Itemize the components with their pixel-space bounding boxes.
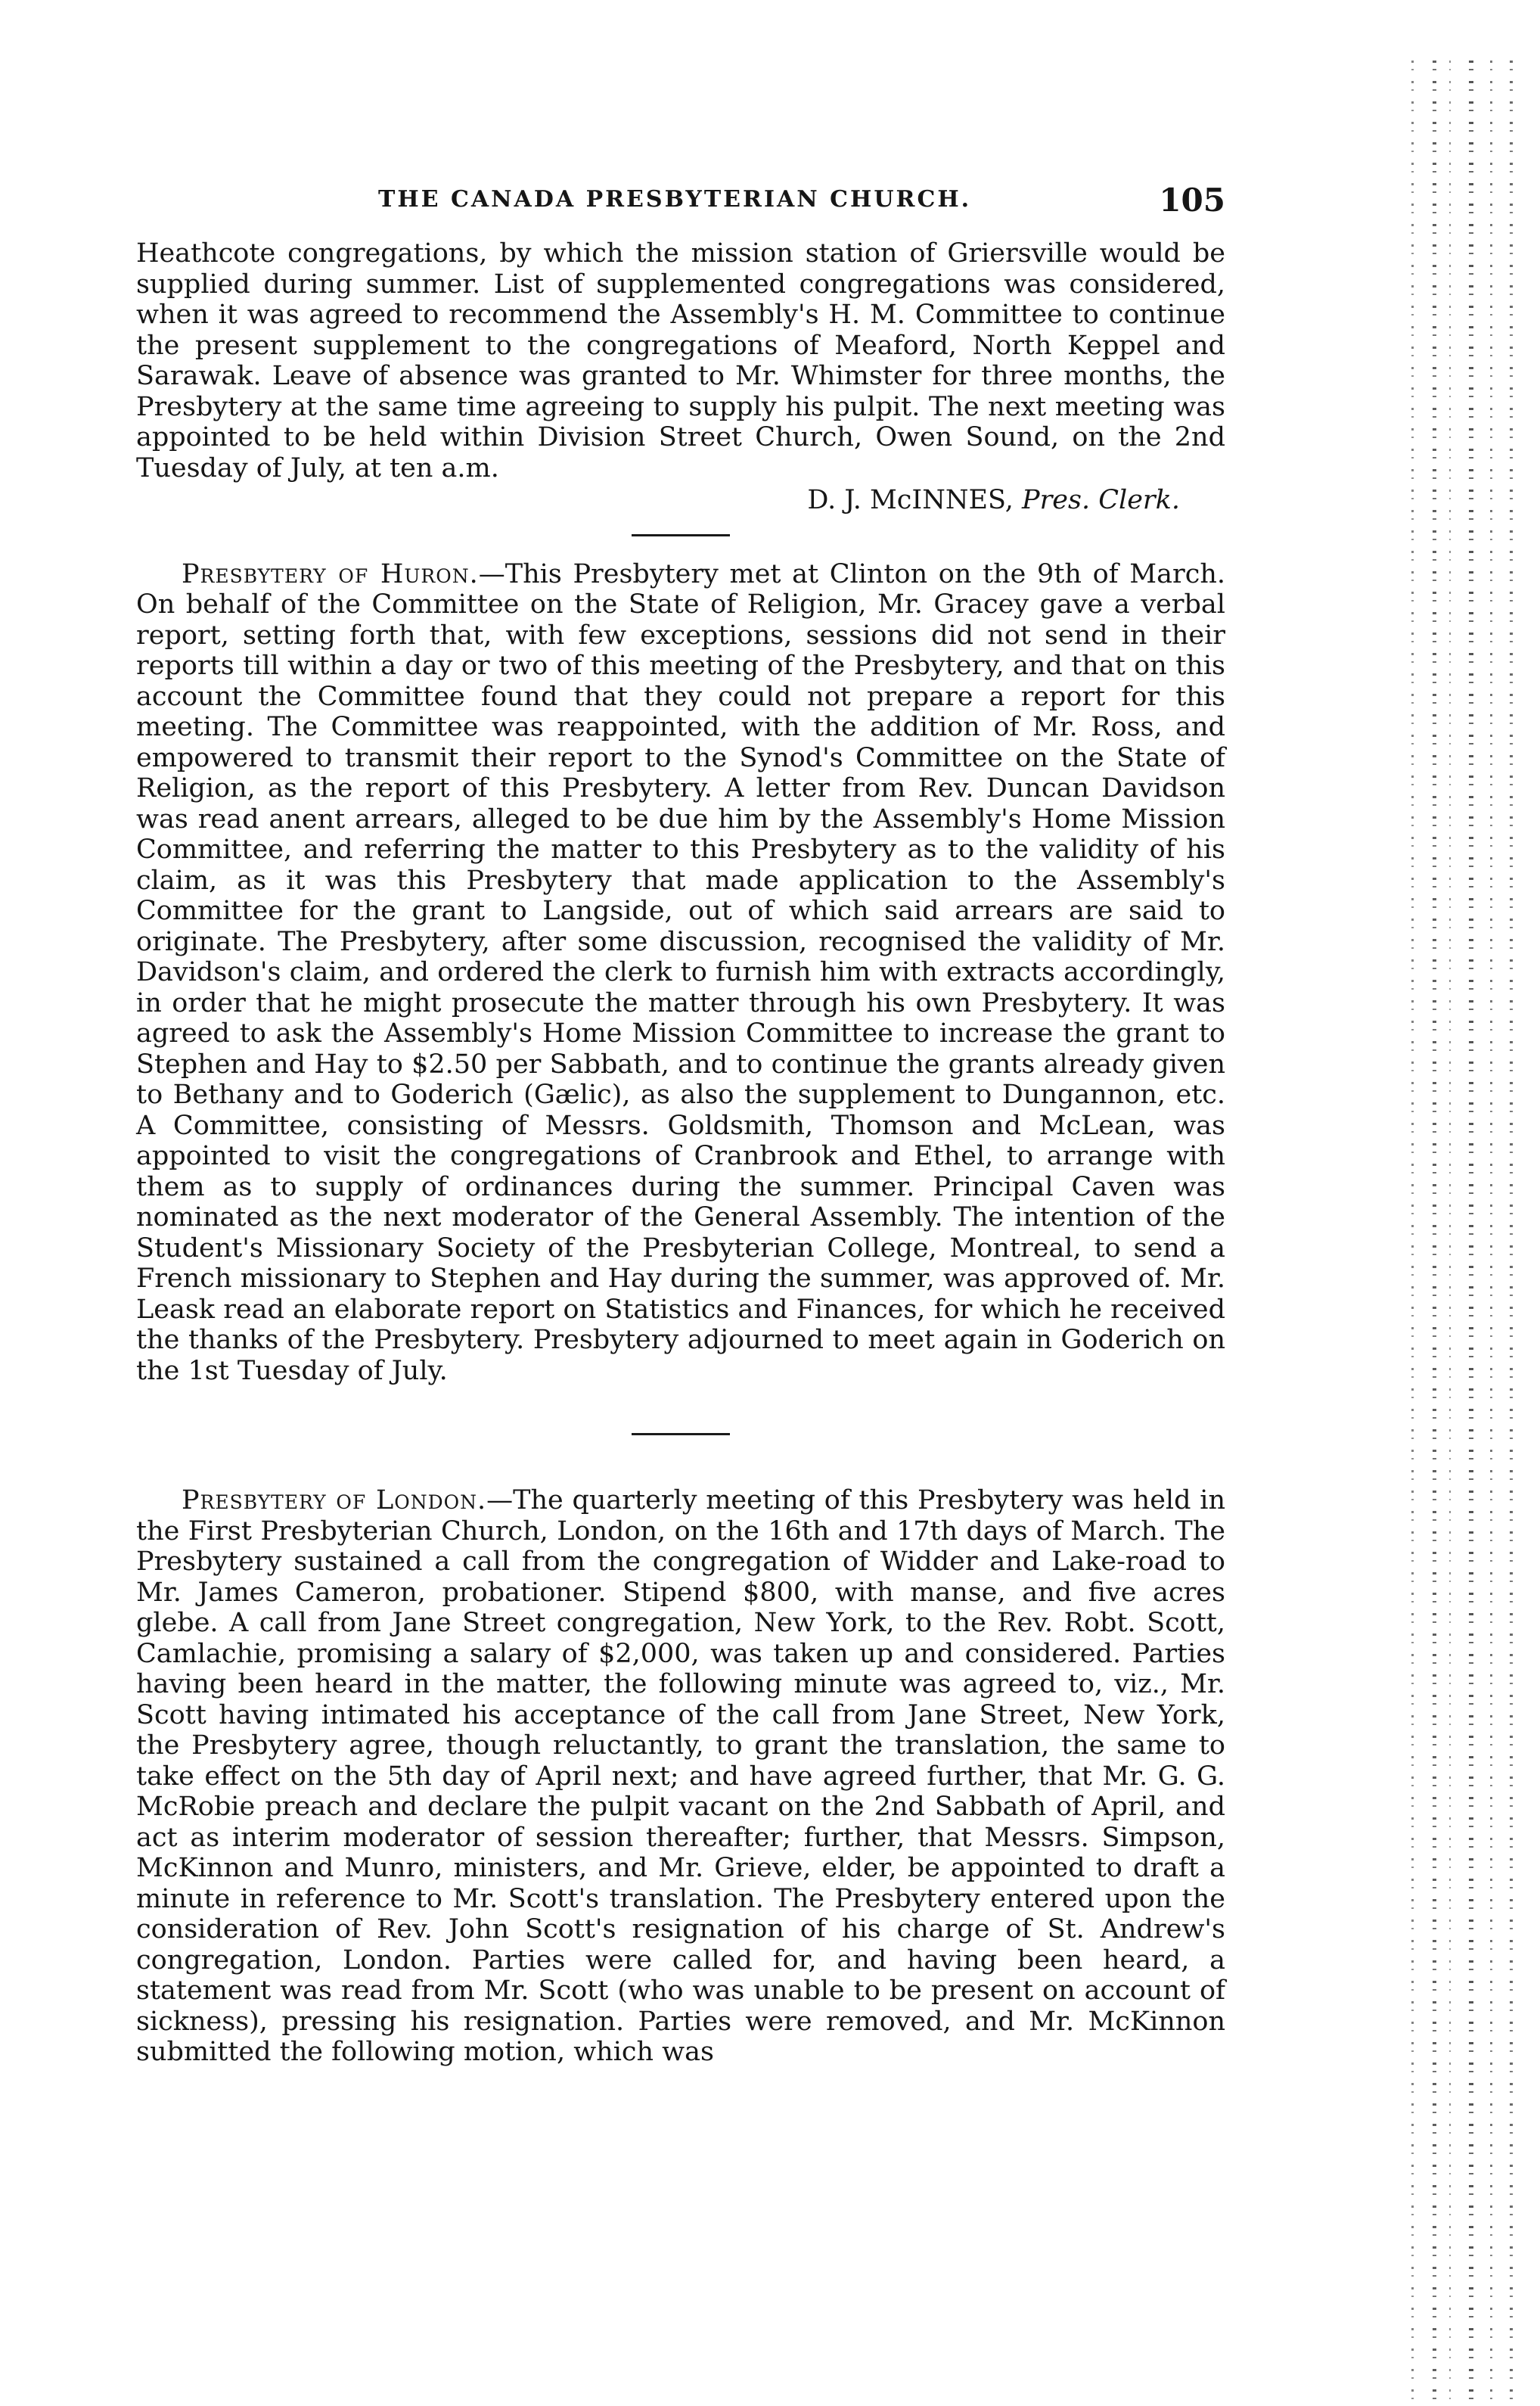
section-divider — [632, 1433, 730, 1435]
section-heading-huron: Presbytery of Huron. — [182, 558, 479, 589]
scan-margin-artifact — [1396, 61, 1540, 2406]
page-number: 105 — [1159, 182, 1225, 219]
london-text: —The quarterly meeting of this Presbytery was held in the First Presbyterian Church, London, on the 16th and 17th days of March. The Presbytery sustained a call from the congregation of Widder and Lake-road to Mr. James Cameron, probationer. Stipend $800, with manse, and five acres glebe. A call from Jane Street congregation, New York, to the Rev. Robt. Scott, Camlachie, promising a salary of $2,000, was taken up and considered. Parties having been heard in the matter, the following minute was agreed to, viz., Mr. Scott having intimated his acceptance of the call from Jane Street, New York, the Presbytery agree, though reluctantly, to grant the translation, the same to take effect on the 5th day of April next; and have agreed further, that Mr. G. G. McRobie preach and declare the pulpit vacant on the 2nd Sabbath of April, and act as interim moderator of session thereafter; further, that Messrs. Simpson, McKinnon and Munro, ministers, and Mr. Grieve, elder, be appointed to draft a minute in reference to Mr. Scott's translation. The Presbytery entered upon the consideration of Rev. John Scott's resignation of his charge of St. Andrew's congregation, London. Parties were called for, and having been heard, a statement was read from Mr. Scott (who was unable to be present on account of sickness), pressing his resignation. Parties were removed, and Mr. McKinnon submitted the following motion, which was — [136, 1485, 1225, 2067]
body-text — [136, 238, 1225, 2068]
paragraph-owen-sound-continuation: Heathcote congregations, by which the mission station of Griersville would be supplied during summer. List of supplemented congregations was considered, when it was agreed to recommend the Assembly's H. M. Committee to continue the present supplement to the congregations of Meaford, North Keppel and Sarawak. Leave of absence was granted to Mr. Whimster for three months, the Presbytery at the same time agreeing to supply his pulpit. The next meeting was appointed to be held within Division Street Church, Owen Sound, on the 2nd Tuesday of July, at ten a.m. — [136, 238, 1225, 483]
clerk-name: D. J. McINNES, — [807, 485, 1014, 515]
page-header — [136, 182, 1225, 227]
paragraph-presbytery-of-london — [136, 1485, 1225, 2068]
clerk-signature — [136, 485, 1225, 516]
section-divider — [632, 534, 730, 536]
section-heading-london: Presbytery of London. — [182, 1485, 487, 1515]
clerk-role: Pres. Clerk. — [1022, 485, 1180, 515]
paragraph-presbytery-of-huron — [136, 559, 1225, 1387]
huron-text: —This Presbytery met at Clinton on the 9th of March. On behalf of the Committee on the State of Religion, Mr. Gracey gave a verbal report, setting forth that, with few exceptions, sessions did not send in their reports till within a day or two of this meeting of the Presbytery, and that on this account the Committee found that they could not prepare a report for this meeting. The Committee was reappointed, with the addition of Mr. Ross, and empowered to transmit their report to the Synod's Committee on the State of Religion, as the report of this Presbytery. A letter from Rev. Duncan Davidson was read anent arrears, alleged to be due him by the Assembly's Home Mission Committee, and referring the matter to this Presbytery as to the validity of his claim, as it was this Presbytery that made application to the Assembly's Committee for the grant to Langside, out of which said arrears are said to originate. The Presbytery, after some discussion, recognised the validity of Mr. Davidson's claim, and ordered the clerk to furnish him with extracts accordingly, in order that he might prosecute the matter through his own Presbytery. It was agreed to ask the Assembly's Home Mission Committee to increase the grant to Stephen and Hay to $2.50 per Sabbath, and to continue the grants already given to Bethany and to Goderich (Gælic), as also the supplement to Dungannon, etc. A Committee, consisting of Messrs. Goldsmith, Thomson and McLean, was appointed to visit the congregations of Cranbrook and Ethel, to arrange with them as to supply of ordinances during the summer. Principal Caven was nominated as the next moderator of the General Assembly. The intention of the Student's Missionary Society of the Presbyterian College, Montreal, to send a French missionary to Stephen and Hay during the summer, was approved of. Mr. Leask read an elaborate report on Statistics and Finances, for which he received the thanks of the Presbytery. Presbytery adjourned to meet again in Goderich on the 1st Tuesday of July. — [136, 558, 1225, 1386]
running-head: THE CANADA PRESBYTERIAN CHURCH. — [378, 186, 972, 213]
